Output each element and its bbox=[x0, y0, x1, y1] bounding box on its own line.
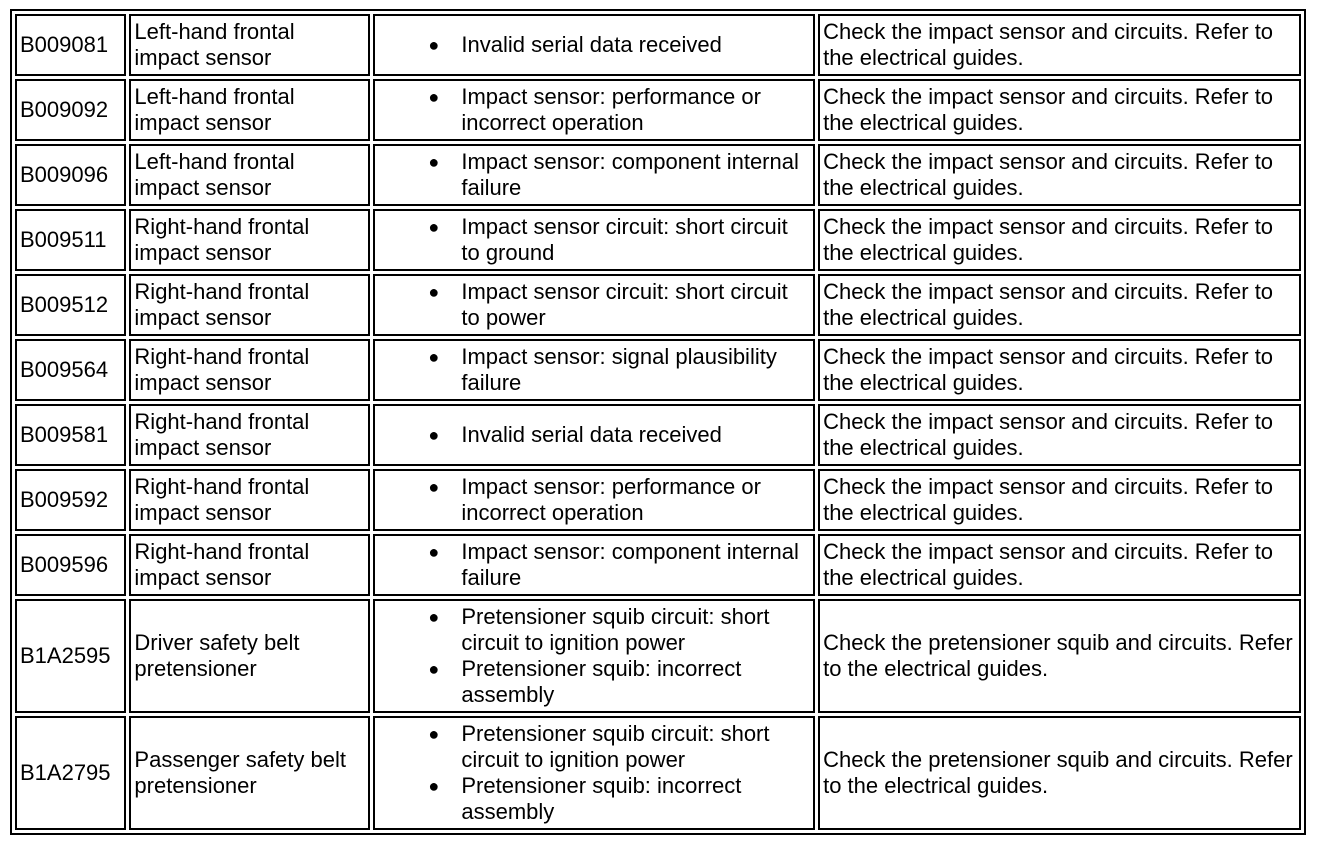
table-row bbox=[15, 79, 1301, 141]
dtc-code-cell: B009511 bbox=[15, 209, 126, 271]
dtc-code-cell: B009512 bbox=[15, 274, 126, 336]
dtc-code-cell: B009081 bbox=[15, 14, 126, 76]
component-cell: Right-hand frontal impact sensor bbox=[129, 209, 370, 271]
component-cell: Left-hand frontal impact sensor bbox=[129, 79, 370, 141]
condition-item: ● Impact sensor: component internal failure bbox=[378, 539, 810, 591]
dtc-code-cell: B009096 bbox=[15, 144, 126, 206]
condition-item: ● Pretensioner squib: incorrect assembly bbox=[378, 773, 810, 825]
dtc-code-cell: B1A2595 bbox=[15, 599, 126, 713]
condition-list bbox=[378, 32, 810, 58]
action-cell: Check the impact sensor and circuits. Refer to the electrical guides. bbox=[818, 209, 1301, 271]
dtc-table-body bbox=[15, 14, 1301, 830]
dtc-code-cell: B009596 bbox=[15, 534, 126, 596]
component-cell: Right-hand frontal impact sensor bbox=[129, 274, 370, 336]
condition-cell bbox=[373, 534, 815, 596]
action-cell: Check the pretensioner squib and circuits. Refer to the electrical guides. bbox=[818, 716, 1301, 830]
dtc-code-cell: B009564 bbox=[15, 339, 126, 401]
condition-cell bbox=[373, 339, 815, 401]
condition-list bbox=[378, 344, 810, 396]
condition-item: ● Impact sensor circuit: short circuit to power bbox=[378, 279, 810, 331]
condition-cell bbox=[373, 404, 815, 466]
table-row bbox=[15, 469, 1301, 531]
table-row bbox=[15, 144, 1301, 206]
dtc-code-cell: B1A2795 bbox=[15, 716, 126, 830]
condition-cell bbox=[373, 79, 815, 141]
component-cell: Right-hand frontal impact sensor bbox=[129, 339, 370, 401]
component-cell: Right-hand frontal impact sensor bbox=[129, 404, 370, 466]
condition-list bbox=[378, 84, 810, 136]
action-cell: Check the impact sensor and circuits. Refer to the electrical guides. bbox=[818, 14, 1301, 76]
table-row bbox=[15, 404, 1301, 466]
component-cell: Left-hand frontal impact sensor bbox=[129, 14, 370, 76]
action-cell: Check the impact sensor and circuits. Refer to the electrical guides. bbox=[818, 469, 1301, 531]
condition-cell bbox=[373, 469, 815, 531]
action-cell: Check the impact sensor and circuits. Refer to the electrical guides. bbox=[818, 144, 1301, 206]
condition-list bbox=[378, 539, 810, 591]
condition-item: ● Impact sensor circuit: short circuit to ground bbox=[378, 214, 810, 266]
action-cell: Check the pretensioner squib and circuits. Refer to the electrical guides. bbox=[818, 599, 1301, 713]
action-cell: Check the impact sensor and circuits. Refer to the electrical guides. bbox=[818, 404, 1301, 466]
action-cell: Check the impact sensor and circuits. Refer to the electrical guides. bbox=[818, 534, 1301, 596]
condition-list bbox=[378, 474, 810, 526]
dtc-code-cell: B009092 bbox=[15, 79, 126, 141]
table-row bbox=[15, 14, 1301, 76]
condition-cell bbox=[373, 209, 815, 271]
table-row bbox=[15, 209, 1301, 271]
condition-item: ● Pretensioner squib circuit: short circuit to ignition power bbox=[378, 604, 810, 656]
table-row bbox=[15, 599, 1301, 713]
table-row bbox=[15, 534, 1301, 596]
condition-item: ● Impact sensor: performance or incorrect operation bbox=[378, 84, 810, 136]
table-row bbox=[15, 274, 1301, 336]
component-cell: Left-hand frontal impact sensor bbox=[129, 144, 370, 206]
condition-list bbox=[378, 422, 810, 448]
dtc-code-cell: B009592 bbox=[15, 469, 126, 531]
condition-cell bbox=[373, 599, 815, 713]
action-cell: Check the impact sensor and circuits. Refer to the electrical guides. bbox=[818, 79, 1301, 141]
condition-cell bbox=[373, 274, 815, 336]
condition-item: ● Pretensioner squib: incorrect assembly bbox=[378, 656, 810, 708]
condition-list bbox=[378, 279, 810, 331]
condition-item: ● Pretensioner squib circuit: short circuit to ignition power bbox=[378, 721, 810, 773]
condition-list bbox=[378, 721, 810, 825]
condition-list bbox=[378, 149, 810, 201]
dtc-code-cell: B009581 bbox=[15, 404, 126, 466]
dtc-table-frame bbox=[10, 9, 1306, 835]
table-row bbox=[15, 716, 1301, 830]
condition-list bbox=[378, 604, 810, 708]
condition-cell bbox=[373, 716, 815, 830]
condition-cell bbox=[373, 14, 815, 76]
component-cell: Right-hand frontal impact sensor bbox=[129, 469, 370, 531]
condition-item: ● Invalid serial data received bbox=[378, 32, 810, 58]
condition-item: ● Impact sensor: signal plausibility failure bbox=[378, 344, 810, 396]
component-cell: Driver safety belt pretensioner bbox=[129, 599, 370, 713]
condition-item: ● Invalid serial data received bbox=[378, 422, 810, 448]
condition-list bbox=[378, 214, 810, 266]
component-cell: Right-hand frontal impact sensor bbox=[129, 534, 370, 596]
condition-item: ● Impact sensor: component internal failure bbox=[378, 149, 810, 201]
action-cell: Check the impact sensor and circuits. Refer to the electrical guides. bbox=[818, 274, 1301, 336]
table-row bbox=[15, 339, 1301, 401]
component-cell: Passenger safety belt pretensioner bbox=[129, 716, 370, 830]
condition-cell bbox=[373, 144, 815, 206]
condition-item: ● Impact sensor: performance or incorrect operation bbox=[378, 474, 810, 526]
dtc-table bbox=[12, 11, 1304, 833]
action-cell: Check the impact sensor and circuits. Refer to the electrical guides. bbox=[818, 339, 1301, 401]
